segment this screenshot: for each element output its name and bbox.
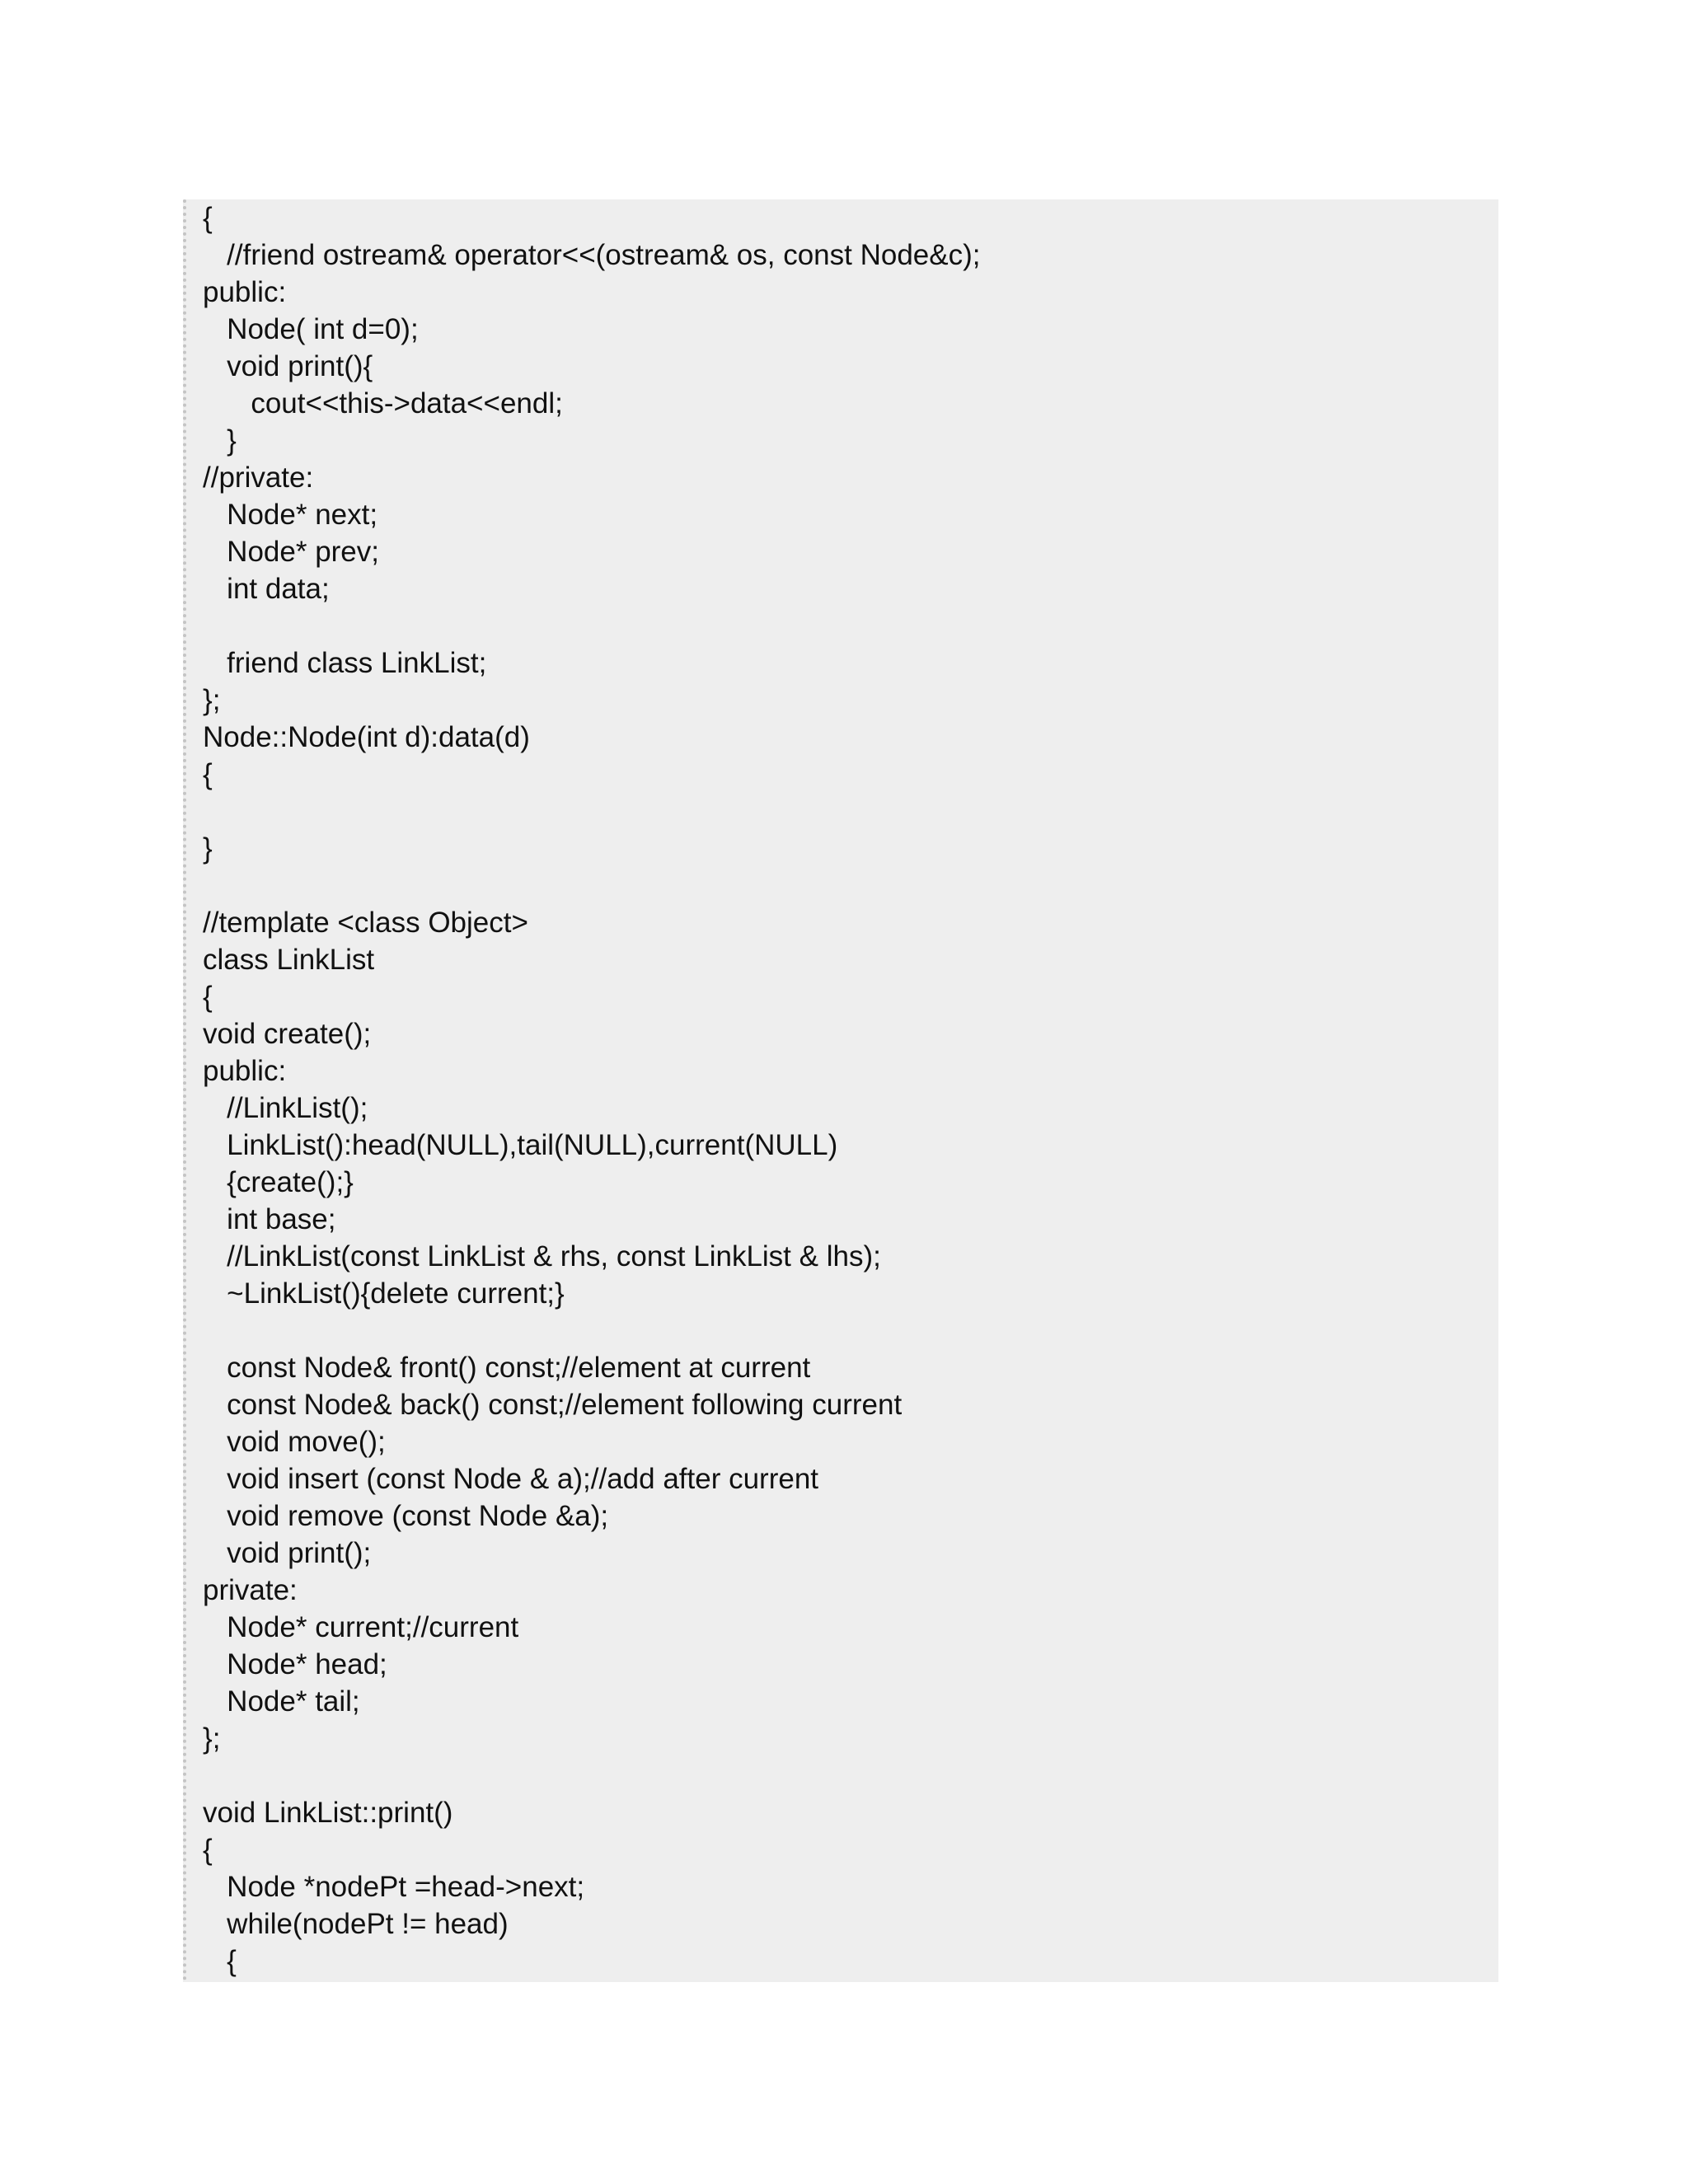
code-line: //private: <box>203 462 314 494</box>
code-line: cout<<this->data<<endl; <box>203 387 563 419</box>
code-line: void print(){ <box>203 350 373 382</box>
code-line: Node* prev; <box>203 536 379 568</box>
code-line <box>203 1757 980 1794</box>
code-line: int data; <box>203 573 330 605</box>
code-line: //LinkList(); <box>203 1092 368 1124</box>
code-line: void remove (const Node &a); <box>203 1500 609 1532</box>
code-line: {create();} <box>203 1166 354 1198</box>
code-line: void move(); <box>203 1426 386 1458</box>
code-line: const Node& back() const;//element following current <box>203 1389 903 1421</box>
code-line <box>203 607 980 644</box>
code-line: public: <box>203 1055 287 1087</box>
code-line: int base; <box>203 1203 336 1235</box>
code-line: Node *nodePt =head->next; <box>203 1871 585 1903</box>
code-line: //template <class Object> <box>203 907 528 939</box>
code-line: Node* head; <box>203 1648 387 1680</box>
code-line: while(nodePt != head) <box>203 1908 509 1940</box>
code-line: { <box>203 758 213 790</box>
code-line: } <box>203 832 213 865</box>
code-line: }; <box>203 1722 221 1755</box>
code-line: class LinkList <box>203 944 375 976</box>
code-line: private: <box>203 1574 298 1606</box>
code-line: void LinkList::print() <box>203 1797 453 1829</box>
code-line: Node* tail; <box>203 1685 360 1718</box>
code-line: void print(); <box>203 1537 372 1569</box>
code-line: Node( int d=0); <box>203 313 419 345</box>
code-line: //friend ostream& operator<<(ostream& os, const Node&c); <box>203 239 981 271</box>
code-line: { <box>203 981 213 1013</box>
code-line: void insert (const Node & a);//add after current <box>203 1463 819 1495</box>
code-line: { <box>203 202 213 234</box>
code-line: Node* current;//current <box>203 1611 519 1643</box>
code-line: friend class LinkList; <box>203 647 487 679</box>
code-line: const Node& front() const;//element at current <box>203 1352 811 1384</box>
code-line: { <box>203 1834 213 1866</box>
code-line: void create(); <box>203 1018 372 1050</box>
code-line <box>203 1312 980 1349</box>
code-line: }; <box>203 684 221 716</box>
code-line <box>203 867 980 904</box>
code-lines <box>203 199 980 1980</box>
code-line: LinkList():head(NULL),tail(NULL),current(NULL) <box>203 1129 838 1161</box>
code-line: Node* next; <box>203 499 378 531</box>
code-line: Node::Node(int d):data(d) <box>203 721 530 753</box>
code-line: //LinkList(const LinkList & rhs, const LinkList & lhs); <box>203 1240 881 1272</box>
code-block <box>183 199 1498 1982</box>
code-line: } <box>203 424 237 457</box>
code-line: ~LinkList(){delete current;} <box>203 1277 565 1310</box>
code-line: public: <box>203 276 287 308</box>
code-line <box>203 793 980 830</box>
code-line: { <box>203 1945 237 1977</box>
